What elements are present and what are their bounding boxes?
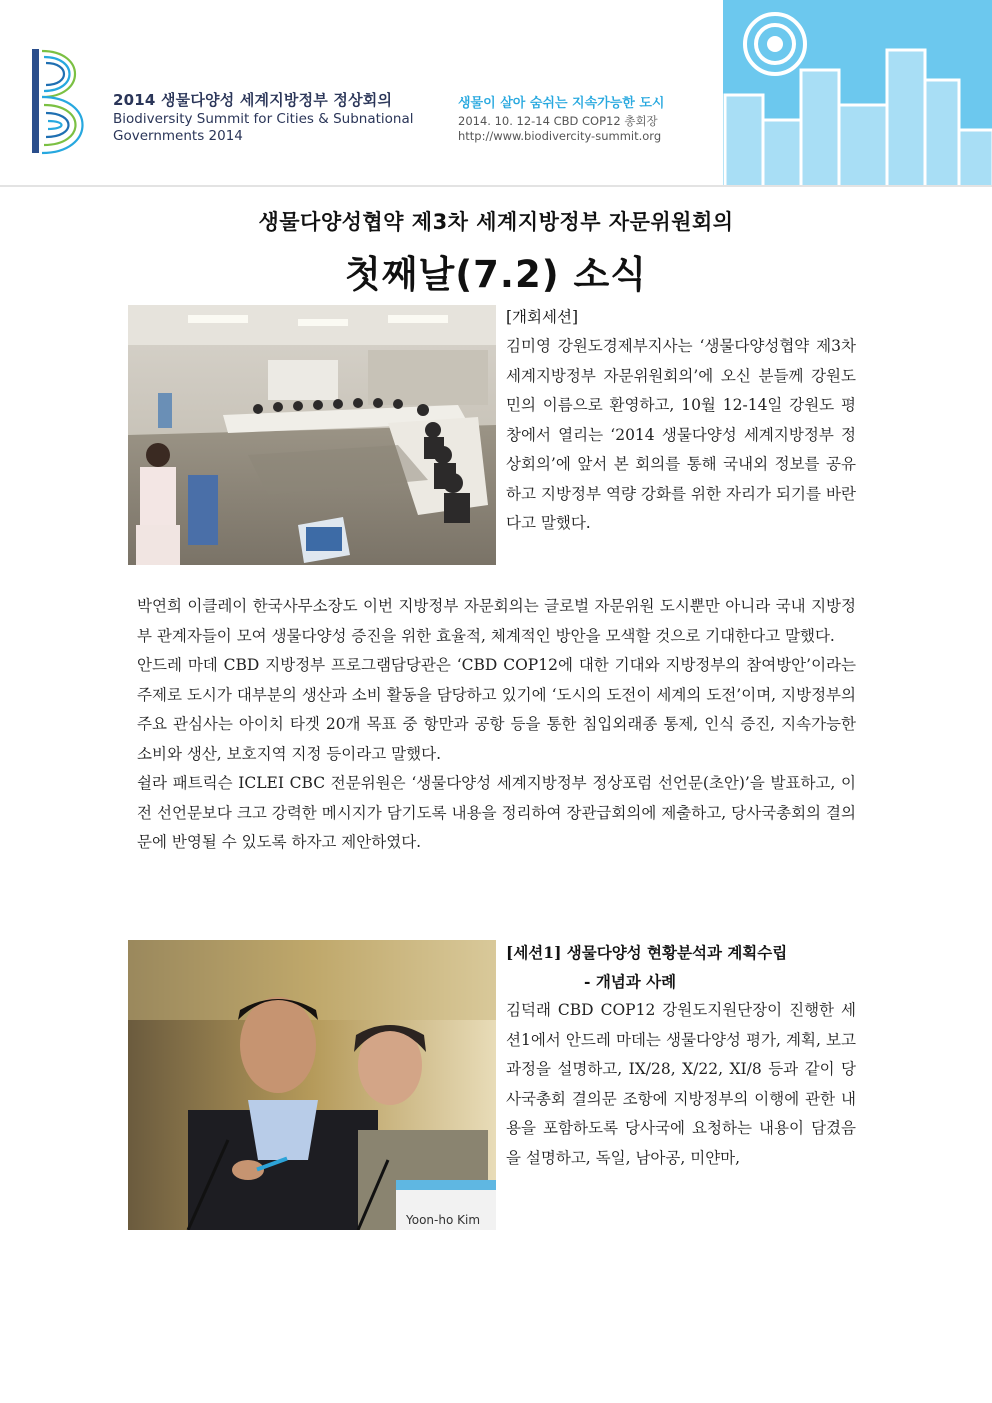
meeting-room-photo <box>128 305 496 565</box>
page-title: 첫째날(7.2) 소식 <box>345 253 647 296</box>
event-slogan: 생물이 살아 숨쉬는 지속가능한 도시 <box>458 96 665 111</box>
event-date-venue: 2014. 10. 12-14 CBD COP12 총회장 <box>458 114 658 128</box>
paragraph-icle: 박연희 이클레이 한국사무소장도 이번 지방정부 자문회의는 글로벌 자문위원 도시뿐만 아니라 국내 지방정부 관계자들이 모여 생물다양성 증진을 위한 효율적, 체계적인 방안을 모색할 것으로 기대한다고 말했다. <box>137 597 856 645</box>
city-skyline-graphic <box>723 0 992 185</box>
header <box>0 0 992 186</box>
session1-paragraph: 김덕래 CBD COP12 강원도지원단장이 진행한 세션1에서 안드레 마데는 생물다양성 평가, 계획, 보고 과정을 설명하고, IX/28, X/22, XI/8 등과 같이 당사국총회 결의문 조항에 지방정부의 이행에 관한 내용을 포함하도록 당사국에 요청하는 내용이 담겼음을 설명하고, 독일, 남아공, 미얀마, <box>506 1001 856 1167</box>
header-divider <box>0 185 992 187</box>
paragraph-cbd: 안드레 마데 CBD 지방정부 프로그램담당관은 ‘CBD COP12에 대한 기대와 지방정부의 참여방안’이라는 주제로 도시가 대부분의 생산과 소비 활동을 담당하고 있기에 ‘도시의 도전이 세계의 도전’이며, 지방정부의 주요 관심사는 아이치 타겟 20개 목표 중 항만과 공항 등을 통한 침입외래종 통제, 인식 증진, 지속가능한 소비와 생산, 보호지역 지정 등이라고 말했다. <box>137 656 856 763</box>
nameplate-text: Yoon-ho Kim <box>406 1213 481 1227</box>
page-subtitle: 생물다양성협약 제3차 세계지방정부 자문위원회의 <box>258 210 734 234</box>
summit-logo-icon <box>30 45 110 157</box>
event-title-ko: 2014 생물다양성 세계지방정부 정상회의 <box>113 91 393 109</box>
opening-session-paragraph: 김미영 강원도경제부지사는 ‘생물다양성협약 제3차 세계지방정부 자문위원회의’에 오신 분들께 강원도민의 이름으로 환영하고, 10월 12-14일 강원도 평창에서 열리는 ‘2014 생물다양성 세계지방정부 정상회의’에 앞서 본 회의를 통해 국내외 정보를 공유하고 지방정부 역량 강화를 위한 자리가 되기를 바란다고 말했다. <box>506 337 856 532</box>
event-url: http://www.biodivercity-summit.org <box>458 129 662 143</box>
session1-subheading: - 개념과 사례 <box>584 972 677 991</box>
session1-heading: [세션1] 생물다양성 현황분석과 계획수립 <box>506 943 788 962</box>
main-article <box>137 592 856 858</box>
opening-session <box>506 303 856 539</box>
paragraph-declaration: 쉴라 패트릭슨 ICLEI CBC 전문위원은 ‘생물다양성 세계지방정부 정상포럼 선언문(초안)’을 발표하고, 이전 선언문보다 크고 강력한 메시지가 담기도록 내용을 정리하여 장관급회의에 제출하고, 당사국총회의 결의문에 반영될 수 있도록 하자고 제안하였다. <box>137 774 856 851</box>
opening-session-heading: [개회세션] <box>506 308 578 326</box>
event-title-en: Biodiversity Summit for Cities & Subnational Governments 2014 <box>113 111 414 144</box>
speakers-photo <box>128 940 496 1230</box>
session1 <box>506 938 856 1173</box>
